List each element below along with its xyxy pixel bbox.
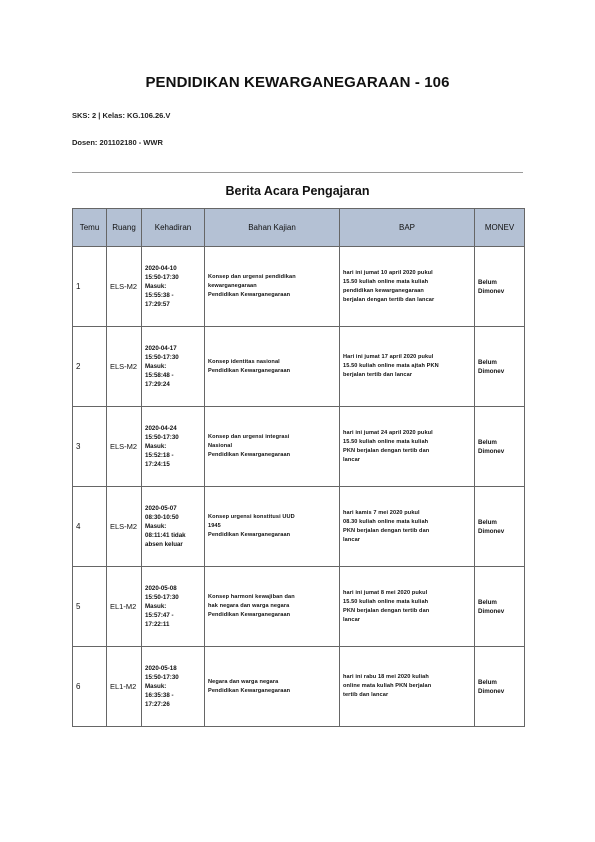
cell-ruang: ELS-M2 — [107, 327, 142, 407]
dosen-info: Dosen: 201102180 - WWR — [72, 138, 163, 147]
header-monev: MONEV — [475, 209, 525, 247]
cell-bahan-kajian — [205, 407, 340, 487]
bahan-line: Nasional — [208, 443, 233, 449]
kehadiran-line: Masuk: — [145, 603, 167, 610]
cell-kehadiran — [142, 327, 205, 407]
kehadiran-line: Masuk: — [145, 523, 167, 530]
kehadiran-line: 17:24:15 — [145, 461, 170, 468]
bahan-line: Pendidikan Kewarganegaraan — [208, 687, 291, 694]
kehadiran-line: absen keluar — [145, 541, 183, 548]
table-row — [73, 487, 525, 567]
monev-line: Dimonev — [478, 687, 505, 695]
kehadiran-line: 2020-04-24 — [145, 425, 177, 432]
bahan-line: Pendidikan Kewarganegaraan — [208, 452, 291, 458]
bap-line: lancar — [343, 616, 361, 623]
table-row — [73, 647, 525, 727]
course-title: PENDIDIKAN KEWARGANEGARAAN - 106 — [145, 74, 450, 91]
section-title: Berita Acara Pengajaran — [225, 184, 370, 198]
table-header-row — [73, 209, 525, 247]
cell-ruang: ELS-M2 — [107, 487, 142, 567]
kehadiran-line: 08:30-10:50 — [145, 514, 179, 521]
header-bahan-kajian: Bahan Kajian — [205, 209, 340, 247]
monev-line: Dimonev — [478, 527, 505, 535]
bahan-line: Konsep urgensi konstitusi UUD — [208, 514, 295, 520]
monev-line: Dimonev — [478, 607, 505, 615]
bap-line: PKN berjalan dengan tertib dan — [343, 607, 430, 614]
cell-monev — [475, 647, 525, 727]
cell-ruang: ELS-M2 — [107, 247, 142, 327]
cell-monev — [475, 407, 525, 487]
table-row — [73, 567, 525, 647]
monev-line: Dimonev — [478, 367, 505, 375]
bap-line: pendidikan kewarganegaraan — [343, 287, 424, 294]
cell-bap — [340, 487, 475, 567]
cell-monev — [475, 487, 525, 567]
bap-line: PKN berjalan dengan tertib dan — [343, 527, 430, 534]
bap-line: 15.50 kuliah online mata kuliah — [343, 438, 429, 445]
kehadiran-line: Masuk: — [145, 363, 167, 370]
kehadiran-line: 17:29:57 — [145, 301, 170, 308]
sks-kelas-info: SKS: 2 | Kelas: KG.106.26.V — [72, 111, 171, 120]
bap-line: Hari ini jumat 17 april 2020 pukul — [343, 354, 434, 360]
divider — [72, 172, 523, 173]
kehadiran-line: 2020-04-17 — [145, 345, 177, 352]
bap-table — [72, 208, 525, 727]
bap-line: 08.30 kuliah online mata kuliah — [343, 518, 429, 525]
cell-kehadiran — [142, 407, 205, 487]
bahan-line: kewarganegaraan — [208, 283, 257, 289]
bap-line: 15.50 kuliah online mata ajtah PKN — [343, 363, 439, 369]
bap-line: tertib dan lancar — [343, 692, 389, 698]
monev-line: Dimonev — [478, 287, 505, 295]
kehadiran-line: 15:52:18 - — [145, 452, 174, 459]
bap-line: berjalan tertib dan lancar — [343, 372, 413, 378]
cell-temu: 6 — [73, 647, 107, 727]
bahan-line: Pendidikan Kewarganegaraan — [208, 367, 291, 374]
header-ruang: Ruang — [107, 209, 142, 247]
table-body — [73, 247, 525, 727]
bap-line: hari ini rabu 18 mei 2020 kuliah — [343, 674, 429, 680]
bap-line: online mata kuliah PKN berjalan — [343, 683, 432, 689]
kehadiran-line: 2020-05-07 — [145, 505, 177, 512]
bahan-line: Pendidikan Kewarganegaraan — [208, 292, 291, 298]
cell-temu: 5 — [73, 567, 107, 647]
bap-line: hari ini jumat 8 mei 2020 pukul — [343, 589, 428, 596]
bap-line: hari ini jumat 10 april 2020 pukul — [343, 269, 433, 276]
cell-bahan-kajian — [205, 247, 340, 327]
cell-temu: 3 — [73, 407, 107, 487]
bap-line: hari kamis 7 mei 2020 pukul — [343, 509, 420, 516]
bahan-line: Pendidikan Kewarganegaraan — [208, 532, 291, 538]
cell-kehadiran — [142, 487, 205, 567]
kehadiran-line: 16:35:38 - — [145, 692, 174, 699]
kehadiran-line: 15:58:48 - — [145, 372, 174, 379]
kehadiran-line: 15:55:38 - — [145, 292, 174, 299]
cell-temu: 4 — [73, 487, 107, 567]
kehadiran-line: Masuk: — [145, 683, 167, 690]
cell-bap — [340, 407, 475, 487]
cell-monev — [475, 247, 525, 327]
bahan-line: Konsep harmoni kewajiban dan — [208, 594, 295, 600]
monev-line: Belum — [478, 598, 497, 606]
table-row — [73, 327, 525, 407]
monev-line: Belum — [478, 358, 497, 366]
cell-ruang: EL1-M2 — [107, 647, 142, 727]
cell-bap — [340, 567, 475, 647]
cell-bahan-kajian — [205, 567, 340, 647]
cell-bap — [340, 327, 475, 407]
bap-line: lancar — [343, 536, 361, 543]
kehadiran-line: 15:50-17:30 — [145, 674, 179, 681]
bap-line: lancar — [343, 456, 361, 463]
bahan-line: Konsep identitas nasional — [208, 358, 280, 365]
bap-line: 15.50 kuliah online mata kuliah — [343, 278, 429, 285]
monev-line: Belum — [478, 678, 497, 686]
kehadiran-line: 08:11:41 tidak — [145, 532, 186, 539]
kehadiran-line: 15:50-17:30 — [145, 354, 179, 361]
cell-bap — [340, 247, 475, 327]
header-bap: BAP — [340, 209, 475, 247]
cell-ruang: ELS-M2 — [107, 407, 142, 487]
kehadiran-line: 17:27:26 — [145, 701, 170, 708]
kehadiran-line: 17:29:24 — [145, 381, 170, 388]
bap-line: berjalan dengan tertib dan lancar — [343, 296, 435, 303]
monev-line: Dimonev — [478, 447, 505, 455]
kehadiran-line: 15:50-17:30 — [145, 274, 179, 281]
cell-kehadiran — [142, 247, 205, 327]
bahan-line: Pendidikan Kewarganegaraan — [208, 612, 291, 618]
kehadiran-line: 2020-05-08 — [145, 585, 177, 592]
bap-line: 15.50 kuliah online mata kuliah — [343, 598, 429, 605]
kehadiran-line: 15:50-17:30 — [145, 594, 179, 601]
cell-temu: 1 — [73, 247, 107, 327]
cell-bap — [340, 647, 475, 727]
cell-bahan-kajian — [205, 327, 340, 407]
cell-bahan-kajian — [205, 487, 340, 567]
bahan-line: Konsep dan urgensi integrasi — [208, 434, 290, 440]
kehadiran-line: 15:57:47 - — [145, 612, 174, 619]
bahan-line: Negara dan warga negara — [208, 678, 279, 685]
kehadiran-line: 2020-04-10 — [145, 265, 177, 272]
bahan-line: 1945 — [208, 523, 221, 529]
kehadiran-line: 17:22:11 — [145, 621, 170, 628]
cell-kehadiran — [142, 647, 205, 727]
bap-line: PKN berjalan dengan tertib dan — [343, 447, 430, 454]
bahan-line: Konsep dan urgensi pendidikan — [208, 274, 296, 280]
table-row — [73, 247, 525, 327]
kehadiran-line: 15:50-17:30 — [145, 434, 179, 441]
cell-kehadiran — [142, 567, 205, 647]
monev-line: Belum — [478, 438, 497, 446]
cell-monev — [475, 327, 525, 407]
bahan-line: hak negara dan warga negara — [208, 603, 290, 609]
kehadiran-line: Masuk: — [145, 443, 167, 450]
monev-line: Belum — [478, 278, 497, 286]
header-kehadiran: Kehadiran — [142, 209, 205, 247]
table-row — [73, 407, 525, 487]
cell-temu: 2 — [73, 327, 107, 407]
monev-line: Belum — [478, 518, 497, 526]
cell-monev — [475, 567, 525, 647]
kehadiran-line: Masuk: — [145, 283, 167, 290]
cell-bahan-kajian — [205, 647, 340, 727]
cell-ruang: EL1-M2 — [107, 567, 142, 647]
header-temu: Temu — [73, 209, 107, 247]
kehadiran-line: 2020-05-18 — [145, 665, 177, 672]
bap-line: hari ini jumat 24 april 2020 pukul — [343, 429, 433, 436]
